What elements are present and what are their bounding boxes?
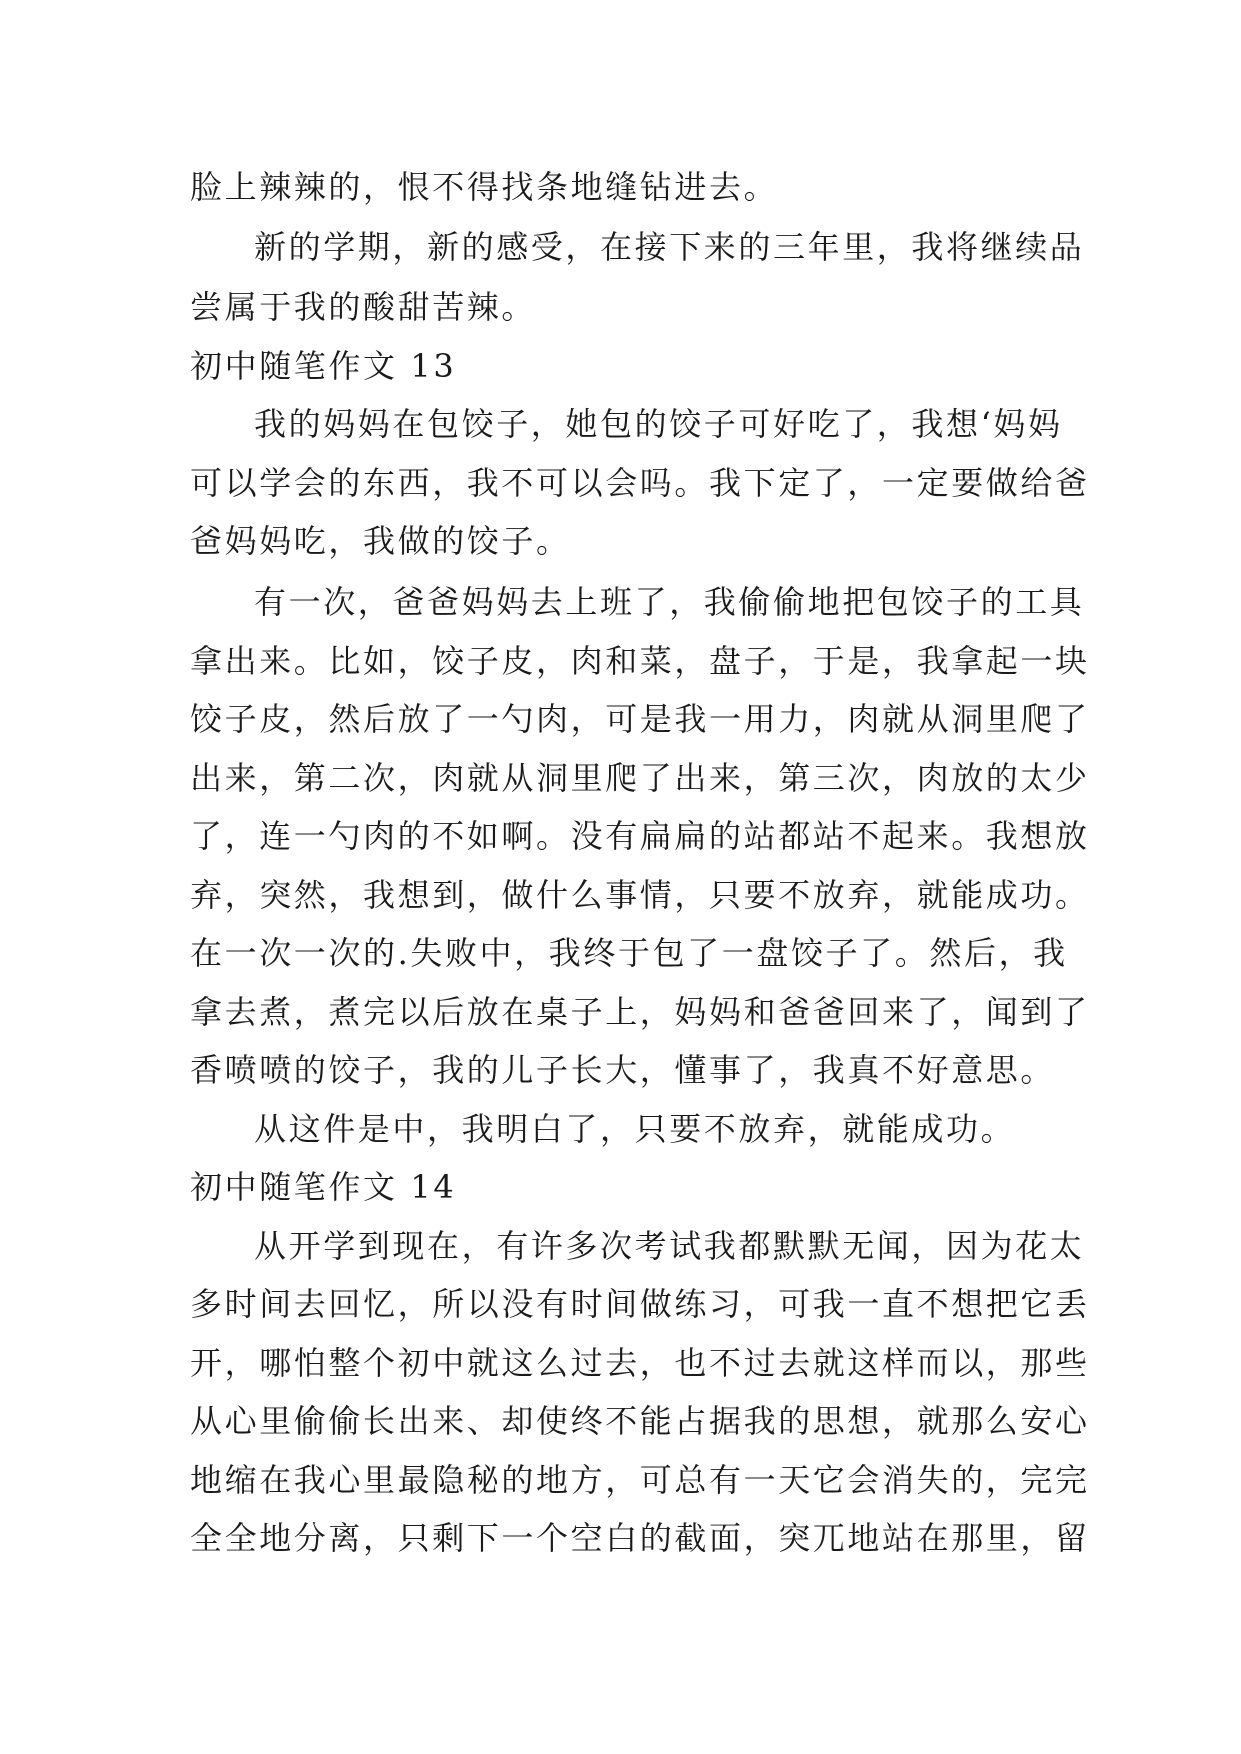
paragraph-line: 香喷喷的饺子，我的儿子长大，懂事了，我真不好意思。 bbox=[190, 1051, 1056, 1089]
paragraph-line: 尝属于我的酸甜苦辣。 bbox=[190, 288, 537, 326]
paragraph-line: 了，连一勺肉的不如啊。没有扁扁的站都站不起来。我想放 bbox=[190, 817, 1090, 855]
paragraph-line: 多时间去回忆，所以没有时间做练习，可我一直不想把它丢 bbox=[190, 1285, 1090, 1323]
paragraph-line: 拿出来。比如，饺子皮，肉和菜，盘子，于是，我拿起一块 bbox=[190, 642, 1090, 680]
paragraph-line: 在一次一次的.失败中，我终于包了一盘饺子了。然后，我 bbox=[190, 934, 1068, 972]
paragraph-line: 脸上辣辣的，恨不得找条地缝钻进去。 bbox=[190, 168, 779, 206]
paragraph-line: 从这件是中，我明白了，只要不放弃，就能成功。 bbox=[254, 1110, 1016, 1148]
paragraph-line: 从心里偷偷长出来、却使终不能占据我的思想，就那么安心 bbox=[190, 1402, 1090, 1440]
paragraph-line: 弃，突然，我想到，做什么事情，只要不放弃，就能成功。 bbox=[190, 876, 1090, 914]
paragraph-line: 可以学会的东西，我不可以会吗。我下定了，一定要做给爸 bbox=[190, 464, 1090, 502]
paragraph-line: 爸妈妈吃，我做的饺子。 bbox=[190, 522, 571, 560]
paragraph-line: 拿去煮，煮完以后放在桌子上，妈妈和爸爸回来了，闻到了 bbox=[190, 993, 1090, 1031]
paragraph-line: 饺子皮，然后放了一勺肉，可是我一用力，肉就从洞里爬了 bbox=[190, 700, 1090, 738]
paragraph-line: 新的学期，新的感受，在接下来的三年里，我将继续品 bbox=[254, 228, 1085, 266]
paragraph-line: 有一次，爸爸妈妈去上班了，我偷偷地把包饺子的工具 bbox=[254, 583, 1085, 621]
paragraph-line: 从开学到现在，有许多次考试我都默默无闻，因为花太 bbox=[254, 1227, 1085, 1265]
paragraph-line: 开，哪怕整个初中就这么过去，也不过去就这样而以，那些 bbox=[190, 1344, 1090, 1382]
section-heading: 初中随笔作文 14 bbox=[190, 1168, 457, 1206]
section-heading: 初中随笔作文 13 bbox=[190, 347, 457, 385]
paragraph-line: 出来，第二次，肉就从洞里爬了出来，第三次，肉放的太少 bbox=[190, 759, 1090, 797]
paragraph-line: 地缩在我心里最隐秘的地方，可总有一天它会消失的，完完 bbox=[190, 1461, 1090, 1499]
paragraph-line: 全全地分离，只剩下一个空白的截面，突兀地站在那里，留 bbox=[190, 1519, 1090, 1557]
paragraph-line: 我的妈妈在包饺子，她包的饺子可好吃了，我想‘妈妈 bbox=[254, 405, 1063, 443]
